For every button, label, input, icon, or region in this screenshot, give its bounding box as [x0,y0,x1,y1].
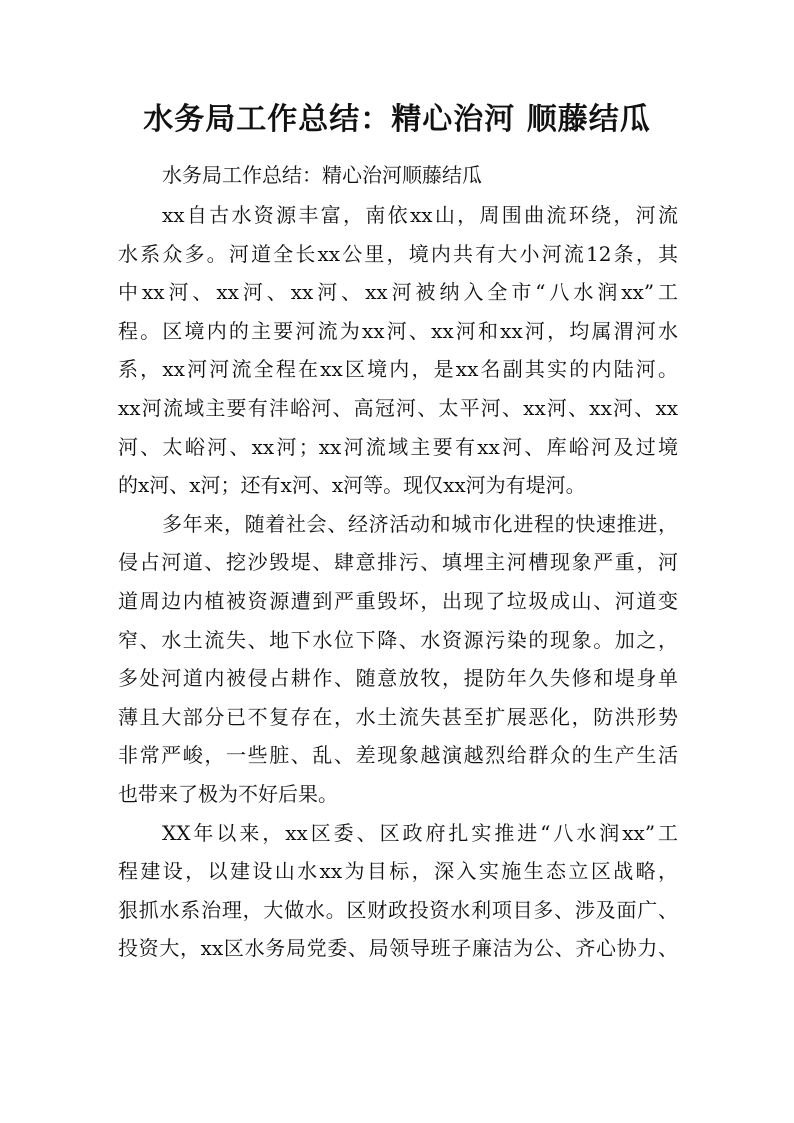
text-line: 也带来了极为不好后果。 [118,781,338,806]
text-line: 的x河、x河；还有x河、x河等。现仅xx河为有堤河。 [118,473,586,498]
document-title: 水务局工作总结：精心治河 顺藤结瓜 [143,102,651,137]
text-line: 非常严峻，一些脏、乱、差现象越演越烈给群众的生产生活 [118,743,678,768]
document-body [118,196,678,968]
text-line: 水系众多。河道全长xx公里，境内共有大小河流12条，其 [118,241,678,266]
text-line: 多处河道内被侵占耕作、随意放牧，提防年久失修和堤身单 [118,666,678,691]
text-line: 道周边内植被资源遭到严重毁坏，出现了垃圾成山、河道变 [118,588,678,613]
text-line: 程建设，以建设山水xx为目标，深入实施生态立区战略， [118,859,678,884]
paragraph-1 [118,196,678,505]
text-line: 狠抓水系治理，大做水。区财政投资水利项目多、涉及面广、 [118,897,678,922]
text-line: 投资大，xx区水务局党委、局领导班子廉洁为公、齐心协力、 [118,936,678,961]
text-line: xx自古水资源丰富，南依xx山，周围曲流环绕，河流 [162,203,678,227]
paragraph-2 [118,505,678,814]
text-line: xx河流域主要有沣峪河、高冠河、太平河、xx河、xx河、xx [118,395,678,420]
text-line: 程。区境内的主要河流为xx河、xx河和xx河，均属渭河水 [118,318,678,343]
text-line: 河、太峪河、xx河；xx河流域主要有xx河、库峪河及过境 [118,434,678,459]
text-line: XX年以来，xx区委、区政府扎实推进“八水润xx”工 [162,820,678,845]
text-line: 中xx河、xx河、xx河、xx河被纳入全市“八水润xx”工 [118,280,678,305]
text-line: 窄、水土流失、地下水位下降、水资源污染的现象。加之， [118,627,678,652]
document-subtitle: 水务局工作总结：精心治河顺藤结瓜 [162,163,482,187]
text-line: 多年来，随着社会、经济活动和城市化进程的快速推进， [162,511,678,536]
text-line: 系，xx河河流全程在xx区境内，是xx名副其实的内陆河。 [118,357,678,382]
paragraph-3 [118,814,678,968]
text-line: 薄且大部分已不复存在，水土流失甚至扩展恶化，防洪形势 [118,704,678,729]
text-line: 侵占河道、挖沙毁堤、肆意排污、填埋主河槽现象严重，河 [118,550,678,575]
